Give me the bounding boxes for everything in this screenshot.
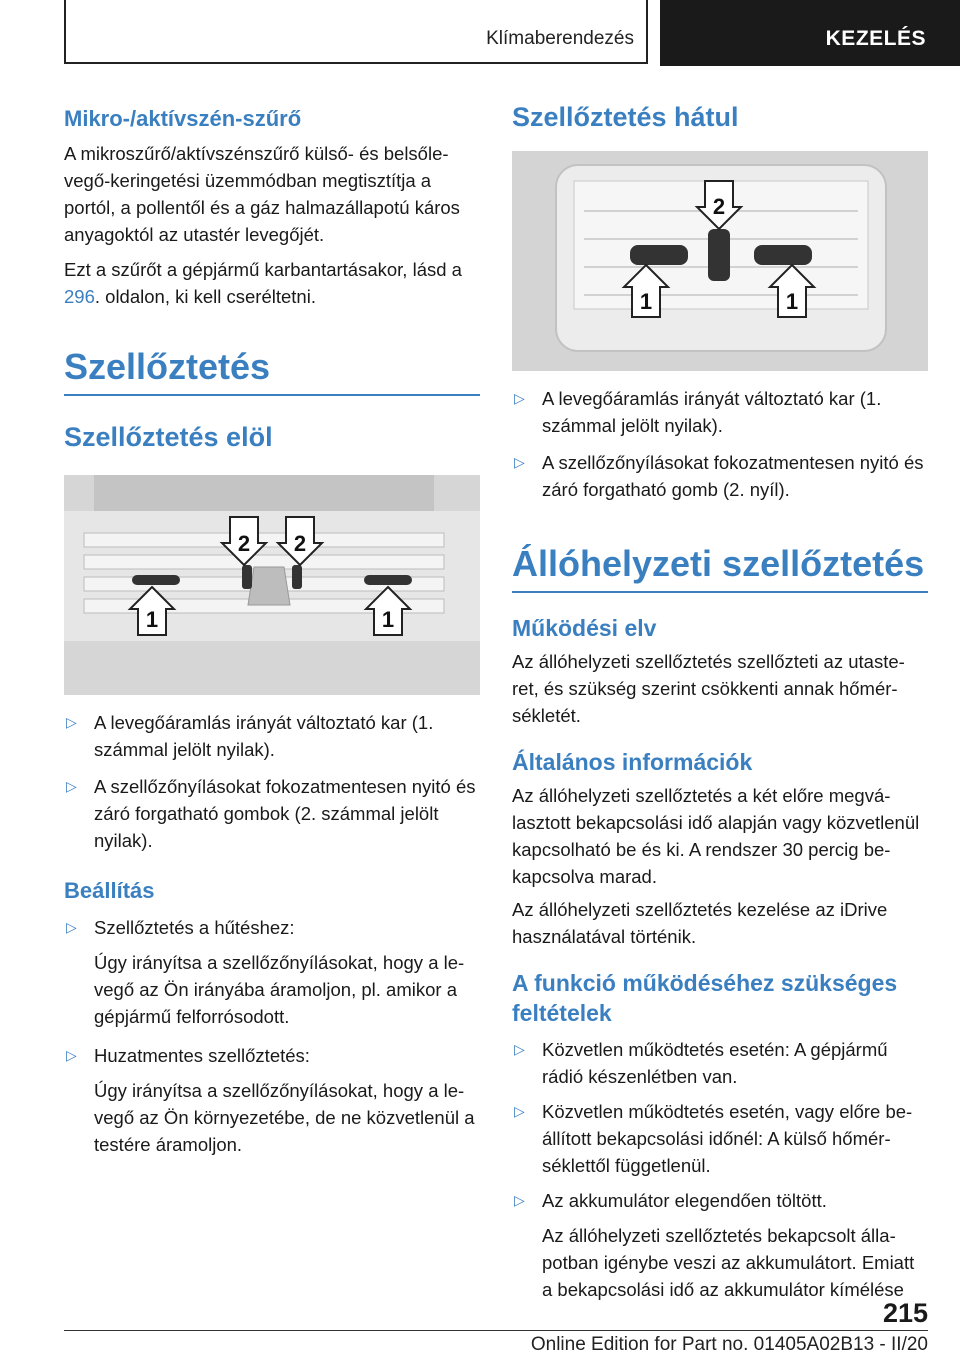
principle-paragraph: Az állóhelyzeti szellőztetés szellőzteti az utaste-ret, és szükség szerint csökkenti annak hőmér-sékletét.	[512, 651, 905, 726]
filter-paragraph-2: Ezt a szűrőt a gépjármű karbantartásakor, lásd a 296. oldalon, ki kell cseréltetni.	[64, 259, 462, 307]
requirements-heading: A funkció működéséhez szükséges feltételek	[512, 970, 898, 1026]
footer-edition: Online Edition for Part no. 01405A02B13 - II/20	[530, 1334, 928, 1355]
page-number: 215	[882, 1298, 928, 1328]
filter-heading: Mikro-/aktívszén-szűrő	[64, 106, 302, 131]
triangle-bullet-icon: ▷	[514, 390, 525, 406]
header-chapter-title: KEZELÉS	[825, 27, 926, 50]
principle-heading: Működési elv	[512, 615, 657, 641]
front-label-2a: 2	[237, 531, 251, 556]
list-item: ▷ A levegőáramlás irányát változtató kar (1. számmal jelölt nyilak).	[512, 385, 928, 439]
front-vent-illustration	[64, 475, 480, 695]
triangle-bullet-icon: ▷	[66, 1047, 77, 1063]
front-label-1b: 1	[381, 607, 395, 632]
list-item: ▷ A szellőzőnyílásokat fokozatmentesen nyitó és záró forgatható gombok (2. számmal jelölt nyilak).	[64, 773, 480, 854]
triangle-bullet-icon: ▷	[66, 714, 77, 730]
filter-paragraph-1: A mikroszűrő/aktívszénszűrő külső- és belsőle-vegő-keringetési üzemmódban megtisztítja a portól, a pollentől és a gáz halmazállapotú káros anyagoktól az utastér levegőjét.	[64, 143, 460, 245]
rear-label-1b: 1	[785, 289, 799, 314]
footer-divider	[64, 1330, 928, 1331]
list-item: ▷ A szellőzőnyílásokat fokozatmentesen nyitó és záró forgatható gomb (2. nyíl).	[512, 449, 928, 503]
list-item: ▷ Szellőztetés a hűtéshez: Úgy irányítsa a szellőzőnyílásokat, hogy a le-vegő az Ön irányába áramoljon, pl. amikor a gépjármű felforrósodott.	[64, 914, 480, 1030]
setting-heading: Beállítás	[64, 878, 155, 903]
left-column	[64, 96, 480, 1158]
header-section-title: Klímaberendezés	[486, 28, 634, 49]
front-vent-heading: Szellőztetés elöl	[64, 422, 273, 452]
front-label-2b: 2	[293, 531, 307, 556]
list-item: ▷ A levegőáramlás irányát változtató kar (1. számmal jelölt nyilak).	[64, 709, 480, 763]
general-heading: Általános információk	[512, 749, 753, 775]
triangle-bullet-icon: ▷	[66, 778, 77, 794]
list-item: ▷ Közvetlen működtetés esetén: A gépjármű rádió készenlétben van.	[512, 1036, 928, 1090]
rear-label-2: 2	[712, 194, 726, 219]
front-vent-photo	[64, 475, 480, 695]
page-link-296[interactable]: 296	[64, 286, 95, 307]
general-paragraph-1: Az állóhelyzeti szellőztetés a két előre megvá-lasztott bekapcsolási idő alapján vagy közvetlenül kapcsolható be és ki. A rendszer 30 percig be-kapcsolva marad.	[512, 785, 920, 887]
triangle-bullet-icon: ▷	[514, 1041, 525, 1057]
list-item: ▷ Az akkumulátor elegendően töltött. Az állóhelyzeti szellőztetés bekapcsolt álla-potban igénybe veszi az akkumulátort. Emiatt a bekapcsolási idő az akkumulátor kímélése	[512, 1187, 928, 1303]
triangle-bullet-icon: ▷	[514, 1192, 525, 1208]
triangle-bullet-icon: ▷	[514, 1103, 525, 1119]
right-column	[512, 96, 928, 1303]
list-item: ▷ Huzatmentes szellőztetés: Úgy irányítsa a szellőzőnyílásokat, hogy a le-vegő az Ön környezetébe, de ne közvetlenül a testére áramoljon.	[64, 1042, 480, 1158]
front-label-1a: 1	[145, 607, 159, 632]
section-title-vent: Szellőztetés	[64, 346, 480, 396]
triangle-bullet-icon: ▷	[514, 454, 525, 470]
rear-vent-heading: Szellőztetés hátul	[512, 102, 739, 132]
general-paragraph-2: Az állóhelyzeti szellőztetés kezelése az iDrive használatával történik.	[512, 899, 888, 947]
rear-label-1a: 1	[639, 289, 653, 314]
rear-vent-list	[512, 385, 928, 503]
requirements-list	[512, 1036, 928, 1303]
triangle-bullet-icon: ▷	[66, 919, 77, 935]
rear-vent-photo	[512, 151, 928, 371]
header-section-box	[64, 0, 648, 64]
setting-list	[64, 914, 480, 1158]
rear-vent-illustration	[512, 151, 928, 371]
section-title-parking-vent: Állóhelyzeti szellőztetés	[512, 543, 928, 593]
list-item: ▷ Közvetlen működtetés esetén, vagy előre be-állított bekapcsolási időnél: A külső hőmér-séklettől függetlenül.	[512, 1098, 928, 1179]
front-vent-list	[64, 709, 480, 854]
header-chapter-box	[660, 0, 960, 66]
